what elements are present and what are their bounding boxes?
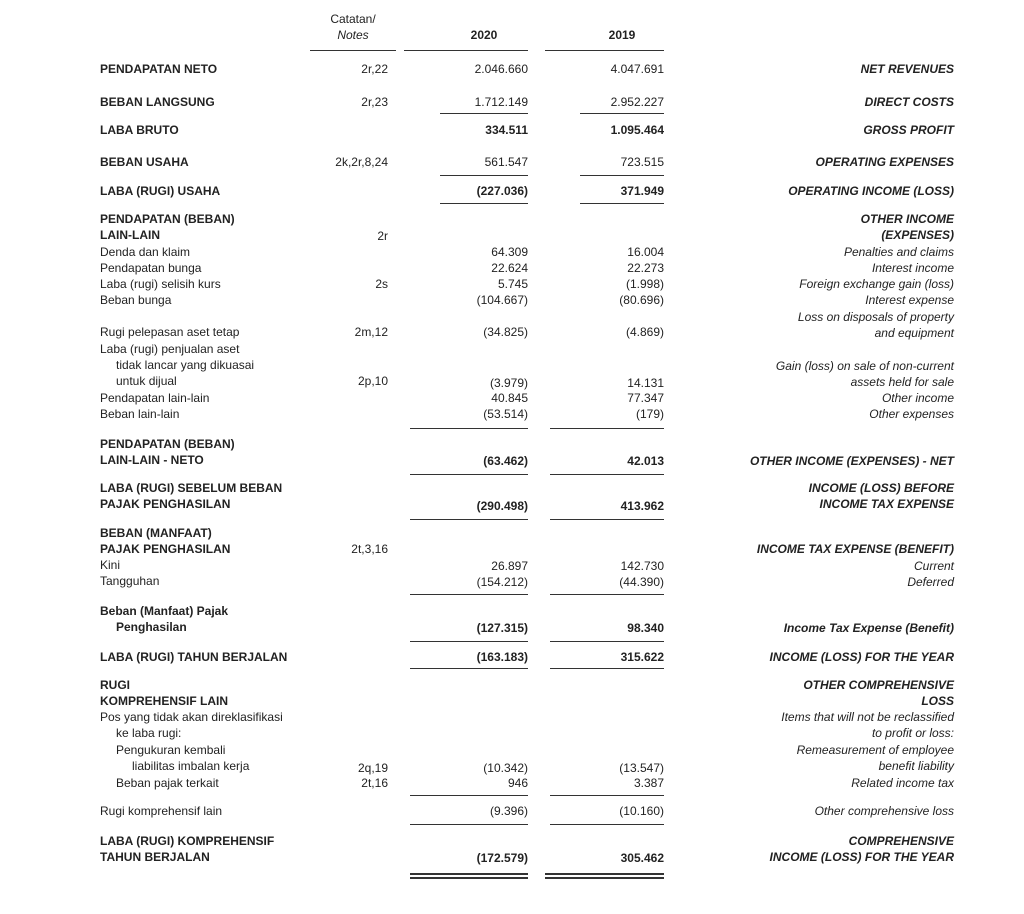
notes-header-rule	[310, 50, 396, 51]
row-label-en: INCOME (LOSS) FOR THE YEAR	[769, 650, 954, 664]
row-label-en: Gain (loss) on sale of non-current	[775, 359, 954, 373]
row-value-2020: 64.309	[491, 245, 528, 259]
row-label-en: NET REVENUES	[860, 62, 954, 76]
row-label: LABA BRUTO	[100, 123, 179, 137]
row-note: 2t,16	[361, 776, 388, 790]
total-rule	[440, 203, 528, 204]
grand-total-rule-top	[410, 873, 528, 875]
subtotal-rule	[550, 594, 664, 595]
row-value-2019: (1.998)	[625, 277, 664, 291]
row-value-2020: (154.212)	[476, 575, 528, 589]
row-label: Denda dan klaim	[100, 245, 191, 259]
row-note: 2s	[375, 277, 388, 291]
row-value-2019: 77.347	[627, 391, 664, 405]
row-value-2019: (10.160)	[619, 804, 664, 818]
section-heading-line2: LAIN-LAIN	[100, 228, 160, 242]
row-label-line2: PAJAK PENGHASILAN	[100, 542, 231, 556]
notes-header-line2: Notes	[337, 28, 369, 42]
row-label-en: Related income tax	[851, 776, 954, 790]
row-label-en: OPERATING EXPENSES	[815, 155, 954, 169]
row-note: 2r,22	[361, 62, 388, 76]
grand-total-rule-bottom	[545, 877, 664, 879]
row-label: Pos yang tidak akan direklasifikasi	[100, 710, 283, 724]
row-label: BEBAN (MANFAAT)	[100, 526, 212, 540]
row-note: 2r	[377, 229, 388, 243]
row-value-2020: (290.498)	[476, 499, 528, 513]
section-heading-en: OTHER INCOME	[860, 212, 954, 226]
row-value-2019: 1.095.464	[610, 123, 664, 137]
subtotal-rule	[440, 175, 528, 176]
row-label-line2: PAJAK PENGHASILAN	[100, 497, 231, 511]
row-value-2020: 334.511	[485, 123, 528, 137]
subtotal-rule	[410, 428, 528, 429]
row-note: 2t,3,16	[351, 542, 388, 556]
row-value-2020: (10.342)	[483, 761, 528, 775]
row-label: LABA (RUGI) USAHA	[100, 184, 221, 198]
subtotal-rule	[550, 474, 664, 475]
row-label: BEBAN USAHA	[100, 155, 189, 169]
row-note: 2p,10	[357, 374, 388, 388]
row-value-2019: (179)	[635, 407, 664, 421]
notes-header-line1: Catatan/	[330, 12, 376, 26]
row-label-en-line2: assets held for sale	[850, 375, 954, 389]
row-note: 2r,23	[361, 95, 388, 109]
row-value-2020: 22.624	[491, 261, 528, 275]
row-value-2020: (172.579)	[476, 851, 528, 865]
subtotal-rule	[550, 795, 664, 796]
row-value-2019: 315.622	[620, 650, 664, 664]
row-note: 2k,2r,8,24	[335, 155, 388, 169]
row-value-2020: (227.036)	[476, 184, 528, 198]
row-value-2020: (163.183)	[476, 650, 528, 664]
row-value-2019: (13.547)	[619, 761, 664, 775]
subtotal-rule	[410, 641, 528, 642]
row-value-2020: (34.825)	[483, 325, 528, 339]
row-label-en: Interest expense	[865, 293, 954, 307]
subtotal-rule	[550, 641, 664, 642]
row-value-2020: 2.046.660	[474, 62, 528, 76]
year-2020-header: 2020	[470, 28, 498, 42]
row-label: BEBAN LANGSUNG	[100, 95, 215, 109]
row-label: Laba (rugi) penjualan aset	[100, 342, 240, 356]
row-label-en: COMPREHENSIVE	[848, 834, 954, 848]
row-label: Kini	[100, 558, 121, 572]
subtotal-rule	[410, 594, 528, 595]
row-label: Pendapatan bunga	[100, 261, 202, 275]
row-value-2020: 40.845	[491, 391, 528, 405]
row-value-2020: 1.712.149	[474, 95, 528, 109]
row-label: LABA (RUGI) TAHUN BERJALAN	[100, 650, 288, 664]
row-value-2020: 5.745	[497, 277, 528, 291]
row-value-2020: (53.514)	[483, 407, 528, 421]
row-value-2019: 413.962	[620, 499, 664, 513]
row-label-line2: Penghasilan	[116, 620, 187, 634]
row-label-en: Other income	[881, 391, 954, 405]
subtotal-rule	[580, 113, 664, 114]
row-label-line2: LAIN-LAIN - NETO	[100, 453, 204, 467]
row-label: Tangguhan	[100, 574, 160, 588]
row-value-2020: 561.547	[484, 155, 528, 169]
row-label: Pendapatan lain-lain	[100, 391, 210, 405]
subtotal-rule	[410, 474, 528, 475]
row-value-2019: 142.730	[620, 559, 664, 573]
row-value-2019: 42.013	[627, 454, 664, 468]
row-label-en: Deferred	[907, 575, 954, 589]
section-heading: RUGI	[100, 678, 130, 692]
row-value-2019: 98.340	[627, 621, 664, 635]
row-label-line2: TAHUN BERJALAN	[100, 850, 210, 864]
section-heading: PENDAPATAN (BEBAN)	[100, 212, 235, 226]
row-label-en: Interest income	[871, 261, 954, 275]
row-label: Laba (rugi) selisih kurs	[100, 277, 221, 291]
subtotal-rule	[410, 795, 528, 796]
y2020-header-rule	[404, 50, 528, 51]
row-label-en-line2: and equipment	[874, 326, 954, 340]
row-value-2019: 3.387	[633, 776, 664, 790]
row-value-2019: 2.952.227	[610, 95, 664, 109]
subtotal-rule	[550, 428, 664, 429]
row-label-en: Items that will not be reclassified	[781, 710, 954, 724]
row-label-en-line2: INCOME TAX EXPENSE	[819, 497, 954, 511]
row-value-2019: 371.949	[620, 184, 664, 198]
row-value-2020: 26.897	[491, 559, 528, 573]
row-label-en: Penalties and claims	[843, 245, 954, 259]
row-value-2019: 305.462	[620, 851, 664, 865]
row-label-en: Other comprehensive loss	[814, 804, 954, 818]
grand-total-rule-top	[545, 873, 664, 875]
row-value-2020: 946	[507, 776, 528, 790]
row-label-en: DIRECT COSTS	[864, 95, 954, 109]
subtotal-rule	[550, 519, 664, 520]
row-label: Rugi komprehensif lain	[100, 804, 223, 818]
row-label-en: OTHER INCOME (EXPENSES) - NET	[749, 454, 954, 468]
row-label-line2: ke laba rugi:	[116, 726, 182, 740]
subtotal-rule	[550, 824, 664, 825]
row-label: LABA (RUGI) KOMPREHENSIF	[100, 834, 275, 848]
row-note: 2m,12	[354, 325, 388, 339]
row-value-2019: (4.869)	[625, 325, 664, 339]
row-label: Rugi pelepasan aset tetap	[100, 325, 240, 339]
total-rule	[580, 203, 664, 204]
subtotal-rule	[410, 519, 528, 520]
row-label: PENDAPATAN (BEBAN)	[100, 437, 235, 451]
total-rule	[410, 668, 528, 669]
row-label-en-line2: benefit liability	[878, 759, 954, 773]
row-label-en-line2: INCOME (LOSS) FOR THE YEAR	[769, 850, 954, 864]
row-label-line3: untuk dijual	[116, 374, 177, 388]
row-value-2019: 22.273	[627, 261, 664, 275]
row-label-en: GROSS PROFIT	[863, 123, 954, 137]
subtotal-rule	[440, 113, 528, 114]
section-heading-en-line2: LOSS	[921, 694, 954, 708]
row-value-2019: 16.004	[627, 245, 664, 259]
section-heading-line2: KOMPREHENSIF LAIN	[100, 694, 229, 708]
row-label-en: INCOME (LOSS) BEFORE	[808, 481, 954, 495]
row-value-2019: (80.696)	[619, 293, 664, 307]
year-2019-header: 2019	[608, 28, 636, 42]
row-label-line2: liabilitas imbalan kerja	[132, 759, 250, 773]
row-label-en: Loss on disposals of property	[797, 310, 954, 324]
subtotal-rule	[410, 824, 528, 825]
row-value-2019: 723.515	[620, 155, 664, 169]
row-value-2020: (3.979)	[489, 376, 528, 390]
row-value-2019: 4.047.691	[610, 62, 664, 76]
row-label-en: Current	[913, 559, 954, 573]
row-label-en-line2: to profit or loss:	[871, 726, 954, 740]
row-label: Beban pajak terkait	[116, 776, 219, 790]
section-heading-en-line2: (EXPENSES)	[881, 228, 954, 242]
row-label: Beban lain-lain	[100, 407, 180, 421]
row-label-en: Other expenses	[869, 407, 954, 421]
total-rule	[550, 668, 664, 669]
row-label-line2: tidak lancar yang dikuasai	[116, 358, 255, 372]
row-label-en: Income Tax Expense (Benefit)	[783, 621, 954, 635]
y2019-header-rule	[545, 50, 664, 51]
row-value-2020: (9.396)	[489, 804, 528, 818]
row-label: Pengukuran kembali	[116, 743, 226, 757]
row-label: Beban (Manfaat) Pajak	[100, 604, 229, 618]
row-label: PENDAPATAN NETO	[100, 62, 218, 76]
subtotal-rule	[580, 175, 664, 176]
grand-total-rule-bottom	[410, 877, 528, 879]
row-note: 2q,19	[357, 761, 388, 775]
row-value-2019: 14.131	[627, 376, 664, 390]
section-heading-en: OTHER COMPREHENSIVE	[803, 678, 954, 692]
row-value-2019: (44.390)	[619, 575, 664, 589]
row-label-en: Foreign exchange gain (loss)	[799, 277, 954, 291]
row-label-en: OPERATING INCOME (LOSS)	[788, 184, 954, 198]
row-label-en: INCOME TAX EXPENSE (BENEFIT)	[756, 542, 954, 556]
row-label-en: Remeasurement of employee	[796, 743, 954, 757]
row-value-2020: (127.315)	[476, 621, 528, 635]
row-label: LABA (RUGI) SEBELUM BEBAN	[100, 481, 283, 495]
row-value-2020: (63.462)	[483, 454, 528, 468]
row-label: Beban bunga	[100, 293, 172, 307]
row-value-2020: (104.667)	[476, 293, 528, 307]
